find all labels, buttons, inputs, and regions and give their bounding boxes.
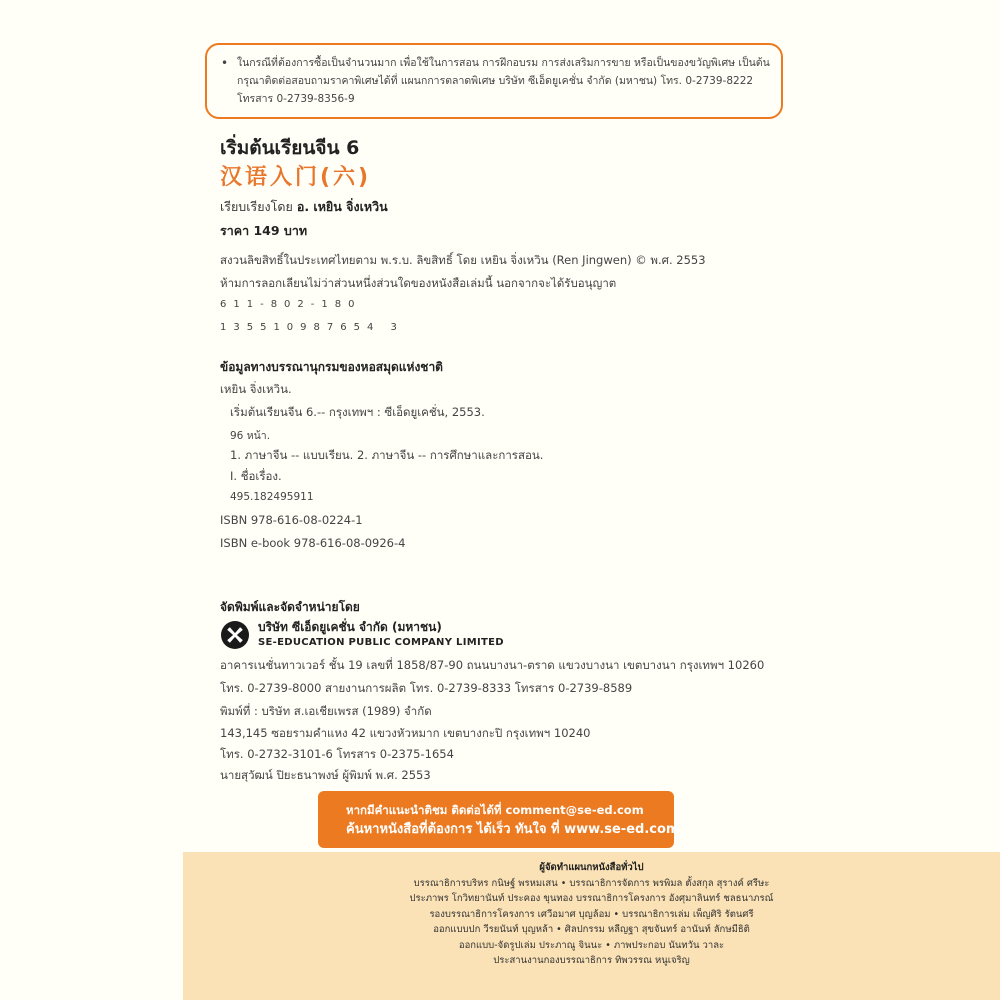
- book-info: [220, 136, 388, 240]
- catalog-class-number: 495.182495911: [230, 491, 314, 503]
- publisher-person: นายสุวัฒน์ ปิยะธนาพงษ์ ผู้พิมพ์ พ.ศ. 2553: [220, 768, 431, 782]
- contact-banner: [318, 791, 680, 848]
- catalog-entry: เริ่มต้นเรียนจีน 6.-- กรุงเทพฯ : ซีเอ็ดยูเคชั่น, 2553.: [230, 405, 485, 419]
- catalog-pages: 96 หน้า.: [230, 430, 271, 442]
- publisher-name-english: SE-EDUCATION PUBLIC COMPANY LIMITED: [258, 637, 504, 648]
- notice-line-2: กรุณาติดต่อสอบถามราคาพิเศษได้ที่ แผนกการตลาดพิเศษ บริษัท ซีเอ็ดยูเคชั่น จำกัด (มหาชน) โทร. 0-2739-8222: [237, 75, 754, 87]
- catalog-title-entry: I. ชื่อเรื่อง.: [230, 469, 282, 483]
- credits-row: ออกแบบปก วีรยนันท์ บุญหล้า • ศิลปกรรม หลีญฐา สุขจันทร์ อานันท์ ลักษมีธิติ: [433, 924, 750, 935]
- publisher-address: อาคารเนชั่นทาวเวอร์ ชั้น 19 เลขที่ 1858/87-90 ถนนบางนา-ตราด แขวงบางนา เขตบางนา กรุงเทพฯ 10260: [220, 658, 765, 672]
- publisher-phones: โทร. 0-2739-8000 สายงานการผลิต โทร. 0-2739-8333 โทรสาร 0-2739-8589: [220, 681, 633, 695]
- isbn-ebook: ISBN e-book 978-616-08-0926-4: [220, 536, 406, 550]
- book-title: เริ่มต้นเรียนจีน 6: [220, 137, 360, 159]
- credits-heading: ผู้จัดทำแผนกหนังสือทั่วไป: [539, 862, 644, 873]
- price: ราคา 149 บาท: [220, 223, 308, 238]
- editorial-credits-panel: [183, 852, 1000, 1000]
- printer-phones: โทร. 0-2732-3101-6 โทรสาร 0-2375-1654: [220, 747, 454, 761]
- author-line: [220, 198, 388, 216]
- publisher-heading: จัดพิมพ์และจัดจำหน่ายโดย: [220, 600, 360, 614]
- printer-address: 143,145 ซอยรามคำแหง 42 แขวงหัวหมาก เขตบางกะปิ กรุงเทพฯ 10240: [220, 726, 591, 740]
- code-line-2: 135510987654 3: [220, 322, 404, 333]
- code-line-1: 611-802-180: [220, 299, 362, 310]
- notice-line-1: ในกรณีที่ต้องการซื้อเป็นจำนวนมาก เพื่อใช้ในการสอน การฝึกอบรม การส่งเสริมการขาย หรือเป็นของขวัญพิเศษ เป็นต้น: [237, 57, 770, 69]
- isbn: ISBN 978-616-08-0224-1: [220, 513, 363, 527]
- notice-line-3: โทรสาร 0-2739-8356-9: [237, 93, 355, 105]
- se-ed-logo-icon: [220, 620, 250, 650]
- feedback-line: หากมีคำแนะนำติชม ติดต่อได้ที่ comment@se-ed.com: [346, 803, 644, 817]
- credits-row: ประภาพร โกวิทยานันท์ ประคอง ขุนทอง บรรณาธิการโครงการ อังศุมาลินทร์ ชลธนาภรณ์: [409, 893, 774, 904]
- bulk-order-notice: [205, 43, 783, 119]
- reproduction-notice: ห้ามการลอกเลียนไม่ว่าส่วนหนึ่งส่วนใดของหนังสือเล่มนี้ นอกจากจะได้รับอนุญาต: [220, 276, 617, 290]
- printer: พิมพ์ที่ : บริษัท ส.เอเชียเพรส (1989) จำกัด: [220, 704, 432, 718]
- website-line: ค้นหาหนังสือที่ต้องการ ได้เร็ว ทันใจ ที่ www.se-ed.com: [346, 822, 680, 837]
- publisher-name-thai: บริษัท ซีเอ็ดยูเคชั่น จำกัด (มหาชน): [258, 620, 442, 634]
- credits-row: ประสานงานกองบรรณาธิการ ทิพวรรณ หนูเจริญ: [493, 955, 690, 966]
- catalog-heading: ข้อมูลทางบรรณานุกรมของหอสมุดแห่งชาติ: [220, 360, 443, 374]
- credits-row: ออกแบบ-จัดรูปเล่ม ประภาณู จินนะ • ภาพประกอบ นันทวัน วาละ: [458, 939, 725, 951]
- credits-row: บรรณาธิการบริหร กนิษฐ์ พรหมเสน • บรรณาธิการจัดการ พรพิมล ตั้งสกุล สุรางค์ ศรีษะ: [413, 877, 770, 889]
- author-name: อ. เหยิน จิ่งเหวิน: [296, 199, 388, 214]
- author-prefix: เรียบเรียงโดย: [220, 199, 293, 214]
- book-chinese-title: 汉语入门(六): [220, 165, 372, 190]
- credits-row: รองบรรณาธิการโครงการ เศวีอมาศ บุญล้อม • บรรณาธิการเล่ม เพ็ญศิริ รัตนศรี: [429, 908, 754, 920]
- copyright-line: สงวนลิขสิทธิ์ในประเทศไทยตาม พ.ร.บ. ลิขสิทธิ์ โดย เหยิน จิ่งเหวิน (Ren Jingwen) © พ.ศ. 2553: [220, 253, 706, 267]
- publisher-brand: [220, 620, 504, 650]
- catalog-author: เหยิน จิ่งเหวิน.: [220, 382, 292, 396]
- catalog-subjects: 1. ภาษาจีน -- แบบเรียน. 2. ภาษาจีน -- การศึกษาและการสอน.: [230, 448, 544, 462]
- bullet: •: [221, 56, 229, 70]
